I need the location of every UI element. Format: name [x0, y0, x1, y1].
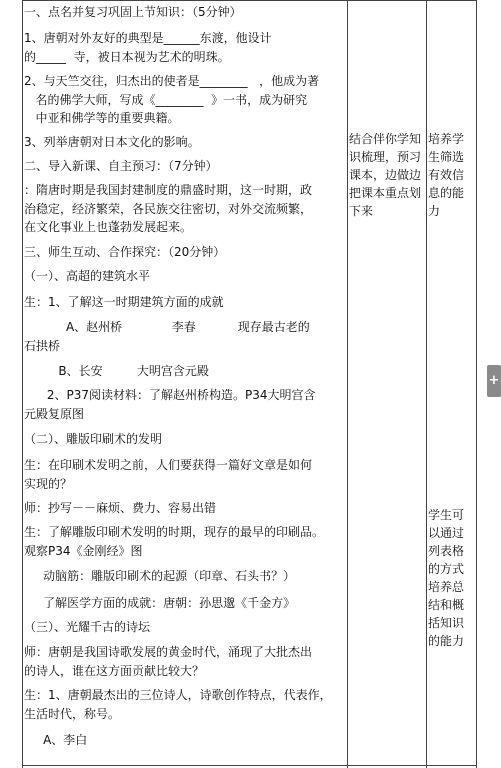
printing-question-line-2: 实现的？ — [24, 477, 73, 491]
reading-material-line-1: 2、P37阅读材料：了解赵州桥构造。P34大明宫含 — [24, 388, 316, 402]
printing-task-line-2: 观察P34《金刚经》图 — [24, 544, 143, 558]
table-divider-1 — [347, 0, 348, 768]
poetry-task-line-2: 生活时代，称号。 — [24, 707, 121, 721]
architecture-item-a-line-1: A、赵州桥 李春 现存最古老的 — [24, 320, 310, 334]
architecture-intro: 生：1、了解这一时期建筑方面的成就 — [24, 295, 224, 309]
table-border-left — [22, 0, 23, 768]
question-2-line-1: 2、与天竺交往，归杰出的使者是________ ，他成为著 — [24, 74, 320, 88]
intro-line-1: ：隋唐时期是我国封建制度的鼎盛时期，这一时期，政 — [24, 183, 313, 197]
table-border-top — [22, 0, 477, 1]
question-3: 3、列举唐朝对日本文化的影响。 — [24, 135, 200, 149]
section-2-heading: 二、导入新课、自主预习：（7分钟） — [24, 159, 218, 173]
architecture-item-b: B、长安 大明宫含元殿 — [24, 364, 209, 378]
section-3-heading: 三、师生互动、合作探究：（20分钟） — [24, 245, 226, 259]
subsection-1-heading: （一）、高超的建筑水平 — [24, 269, 151, 283]
intro-line-3: 在文化事业上也蓬勃发展起来。 — [24, 220, 193, 234]
table-border-right — [476, 0, 477, 768]
expand-tab-button[interactable]: + — [487, 365, 501, 397]
table-divider-2 — [426, 0, 427, 768]
poetry-intro-line-2: 的诗人，谁在这方面贡献比较大？ — [24, 664, 205, 678]
poetry-task-line-1: 生：1、唐朝最杰出的三位诗人，诗歌创作特点，代表作， — [24, 688, 332, 702]
goal-note-1: 培养学生筛选有效信息的能力 — [428, 132, 465, 218]
architecture-item-a-line-2: 石拱桥 — [24, 339, 61, 353]
printing-task-line-1: 生：了解雕版印刷术发明的时期，现存的最早的印刷品。 — [24, 525, 325, 539]
question-1-line-1: 1、唐朝对外友好的典型是______东渡，他设计 — [24, 31, 272, 45]
subsection-2-heading: （二）、雕版印刷术的发明 — [24, 432, 163, 446]
reading-material-line-2: 元殿复原图 — [24, 407, 85, 421]
goal-note-2: 学生可以通过列表格的方式培养总结和概括知识的能力 — [428, 508, 465, 648]
teacher-note: 师：抄写－－麻烦、费力、容易出错 — [24, 501, 217, 515]
brainstorm-prompt: 动脑筋：雕版印刷术的起源（印章、石头书？） — [24, 569, 296, 583]
subsection-3-heading: （三）、光耀千古的诗坛 — [24, 620, 151, 634]
printing-question-line-1: 生：在印刷术发明之前，人们要获得一篇好文章是如何 — [24, 458, 313, 472]
intro-line-2: 治稳定，经济繁荣，各民族交往密切，对外交流频繁， — [24, 202, 313, 216]
question-1-line-2: 的_____ 寺，被日本视为艺术的明珠。 — [24, 50, 230, 64]
question-2-line-2: 名的佛学大师，写成《________ 》一书，成为研究 — [24, 93, 308, 107]
poet-item-a: A、李白 — [24, 733, 88, 747]
table-border-bottom — [22, 765, 477, 766]
activity-note: 结合伴你学知识梳理，预习课本，边做边把课本重点划下来 — [349, 132, 422, 218]
question-2-line-3: 中亚和佛学等的重要典籍。 — [24, 111, 180, 125]
medicine-note: 了解医学方面的成就：唐朝：孙思邈《千金方》 — [24, 596, 296, 610]
poetry-intro-line-1: 师：唐朝是我国诗歌发展的黄金时代，涌现了大批杰出 — [24, 645, 313, 659]
section-1-heading: 一、点名并复习巩固上节知识：（5分钟） — [24, 5, 242, 19]
